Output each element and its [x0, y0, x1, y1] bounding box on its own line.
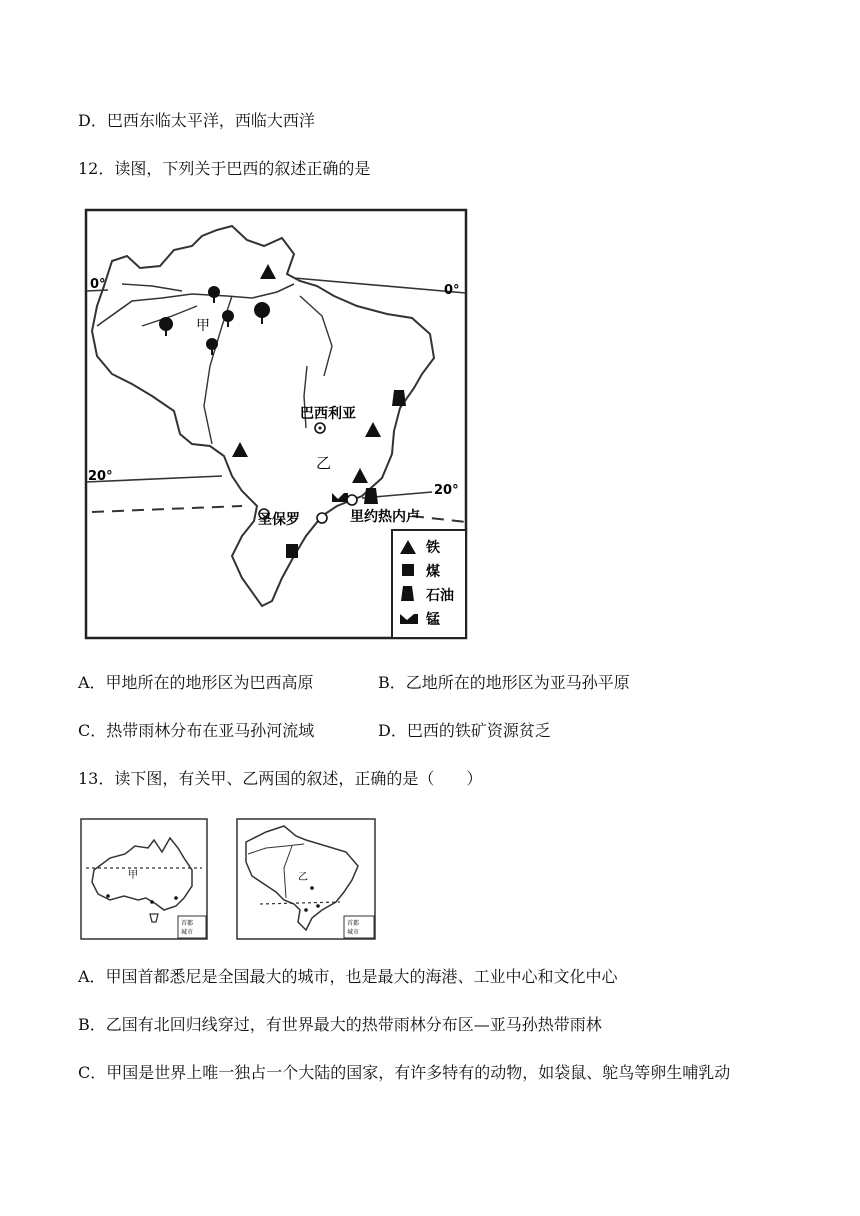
map1-legend-city: 城市: [181, 929, 194, 936]
q13-stem: 13．读下图，有关甲、乙两国的叙述，正确的是（ ）: [78, 769, 483, 788]
map1-label: 甲: [128, 870, 138, 881]
lat-20-left-label: 20°: [88, 469, 113, 484]
q13-option-c: C．甲国是世界上唯一独占一个大陆的国家，有许多特有的动物，如袋鼠、鸵鸟等卵生哺乳动: [78, 1063, 731, 1082]
q13-option-b: B．乙国有北回归线穿过，有世界最大的热带雨林分布区—亚马孙热带雨林: [78, 1015, 602, 1034]
place-yi-label: 乙: [316, 454, 332, 472]
map1-legend-capital: 首都: [181, 920, 194, 927]
city-icon: [317, 513, 327, 523]
map2-legend-capital: 首都: [347, 920, 360, 927]
brazil-small-map: [236, 818, 376, 940]
q12-option-b: B．乙地所在的地形区为亚马孙平原: [378, 673, 630, 692]
legend-label-manganese: 锰: [426, 612, 440, 628]
lat-0-right-label: 0°: [444, 283, 460, 298]
q12-option-c: C．热带雨林分布在亚马孙河流域: [78, 721, 315, 740]
brazil-map: [82, 206, 470, 642]
q12-stem: 12．读图，下列关于巴西的叙述正确的是: [78, 159, 371, 178]
legend-label-coal: 煤: [426, 564, 440, 580]
legend-label-oil: 石油: [426, 588, 454, 604]
city-icon: [347, 495, 357, 505]
city-brasilia-label: 巴西利亚: [300, 406, 356, 422]
place-jia-label: 甲: [196, 318, 210, 334]
q13-option-a: A．甲国首都悉尼是全国最大的城市，也是最大的海港、工业中心和文化中心: [78, 967, 618, 986]
oil-icon: [364, 488, 378, 504]
lat-20-right-label: 20°: [434, 483, 459, 498]
oil-icon: [392, 390, 406, 406]
coal-icon: [286, 544, 298, 558]
australia-map: [80, 818, 208, 940]
map2-label: 乙: [298, 872, 308, 883]
map2-legend-city: 城市: [347, 929, 360, 936]
oil-icon: [401, 586, 414, 601]
city-saopaulo-label: 圣保罗: [258, 512, 300, 528]
q12-option-d: D．巴西的铁矿资源贫乏: [378, 721, 551, 740]
city-rio-label: 里约热内卢: [350, 509, 420, 525]
coal-icon: [402, 564, 414, 576]
q12-option-a: A．甲地所在的地形区为巴西高原: [78, 673, 314, 692]
q11-option-d: D．巴西东临太平洋，西临大西洋: [78, 111, 315, 130]
lat-0-left-label: 0°: [90, 277, 106, 292]
legend-label-iron: 铁: [426, 540, 440, 556]
